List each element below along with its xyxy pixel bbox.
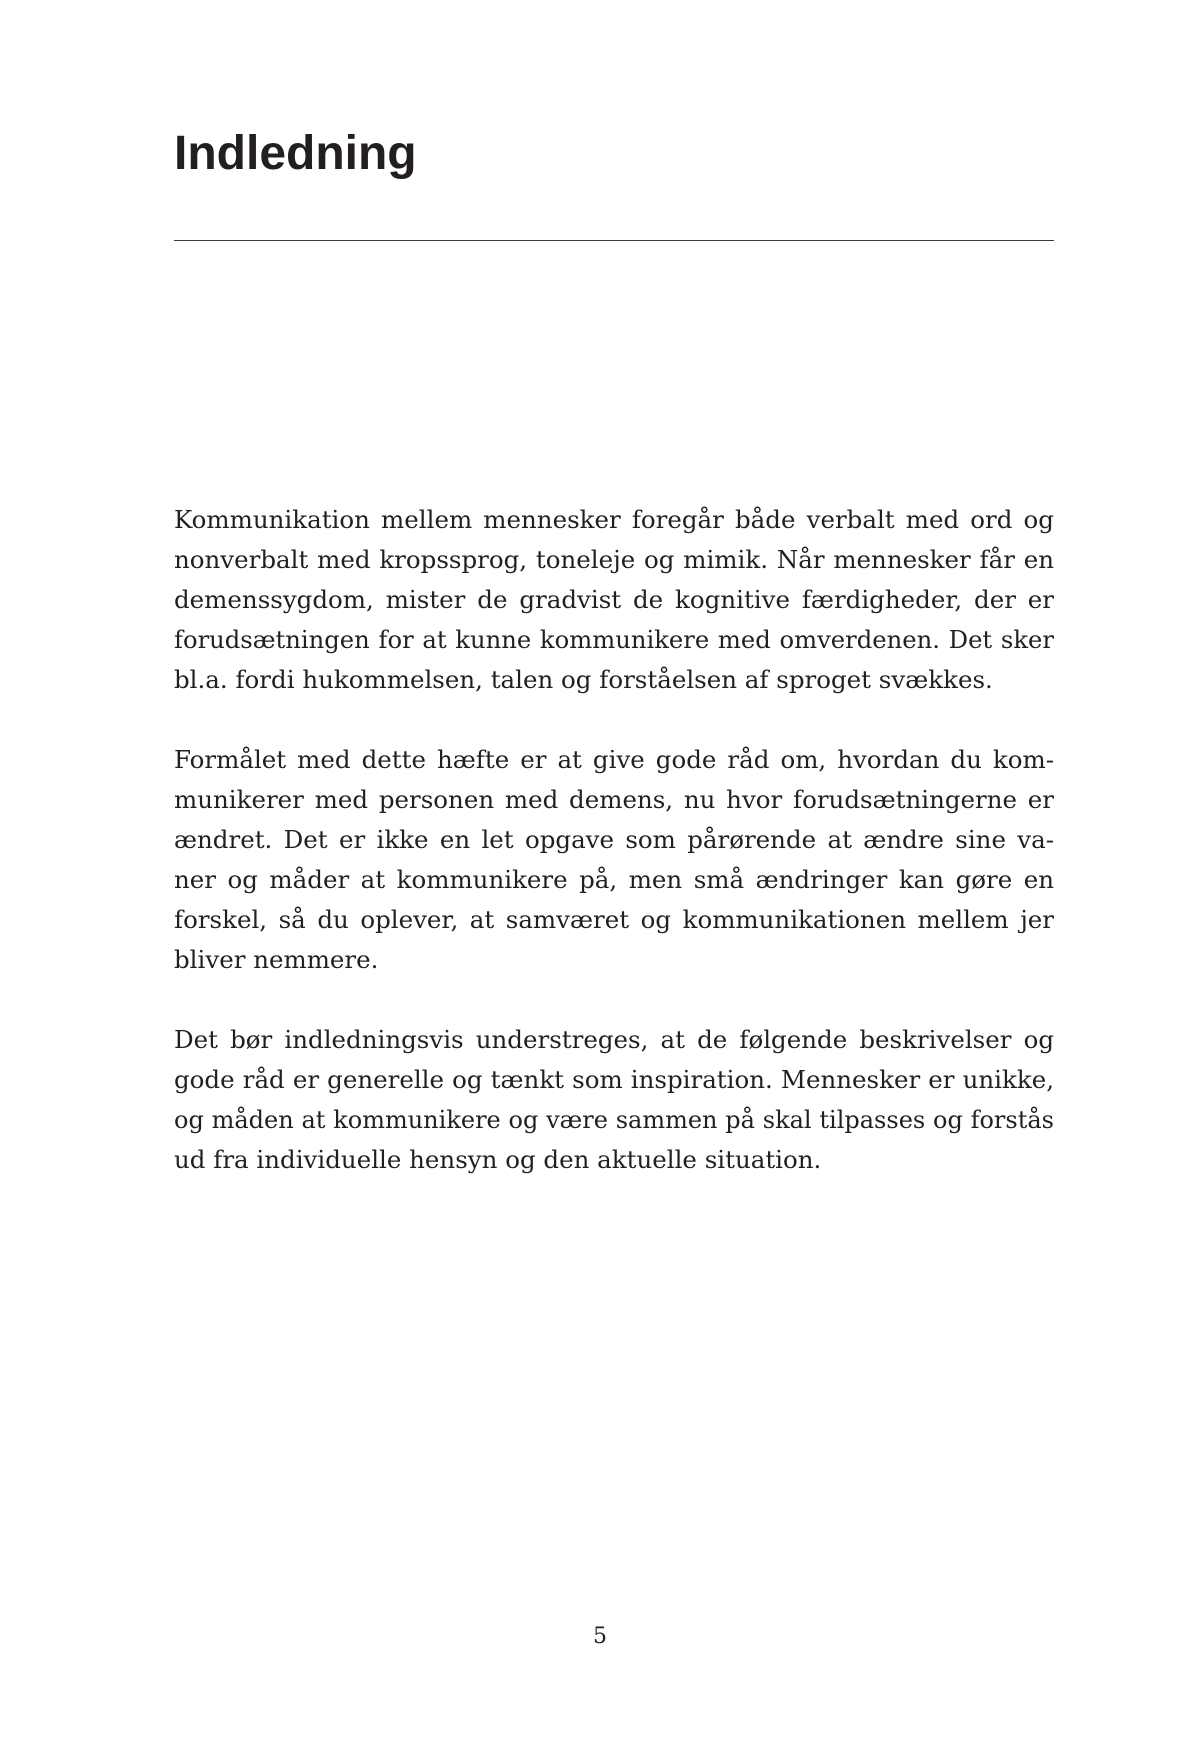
paragraph-1 <box>174 500 1054 700</box>
paragraph-2 <box>174 740 1054 980</box>
text-line: ændret. Det er ikke en let opgave som pårørende at ændre sine va- <box>174 825 1054 854</box>
text-line: Kommunikation mellem mennesker foregår både verbalt med ord og <box>174 505 1054 534</box>
text-line: Det bør indledningsvis understreges, at de følgende beskrivelser og <box>174 1025 1054 1054</box>
text-line: gode råd er generelle og tænkt som inspiration. Mennesker er unikke, <box>174 1065 1054 1094</box>
text-line: forskel, så du oplever, at samværet og kommunikationen mellem jer <box>174 905 1054 934</box>
text-line: munikerer med personen med demens, nu hvor forudsætningerne er <box>174 785 1054 814</box>
text-line: nonverbalt med kropssprog, toneleje og mimik. Når mennesker får en <box>174 545 1054 574</box>
text-line: bl.a. fordi hukommelsen, talen og forståelsen af sproget svækkes. <box>174 665 993 694</box>
text-line: ud fra individuelle hensyn og den aktuelle situation. <box>174 1145 822 1174</box>
text-line: ner og måder at kommunikere på, men små ændringer kan gøre en <box>174 865 1054 894</box>
heading-divider <box>174 240 1054 241</box>
text-line: demenssygdom, mister de gradvist de kognitive færdigheder, der er <box>174 585 1054 614</box>
text-line: forudsætningen for at kunne kommunikere med omverdenen. Det sker <box>174 625 1054 654</box>
text-line: og måden at kommunikere og være sammen på skal tilpasses og forstås <box>174 1106 1054 1134</box>
text-line: Formålet med dette hæfte er at give gode råd om, hvordan du kom- <box>174 745 1054 774</box>
page-number: 5 <box>593 1624 607 1649</box>
chapter-heading: Indledning <box>174 127 417 180</box>
text-line: bliver nemmere. <box>174 945 379 974</box>
body-text <box>174 500 1054 1220</box>
paragraph-3 <box>174 1020 1054 1180</box>
